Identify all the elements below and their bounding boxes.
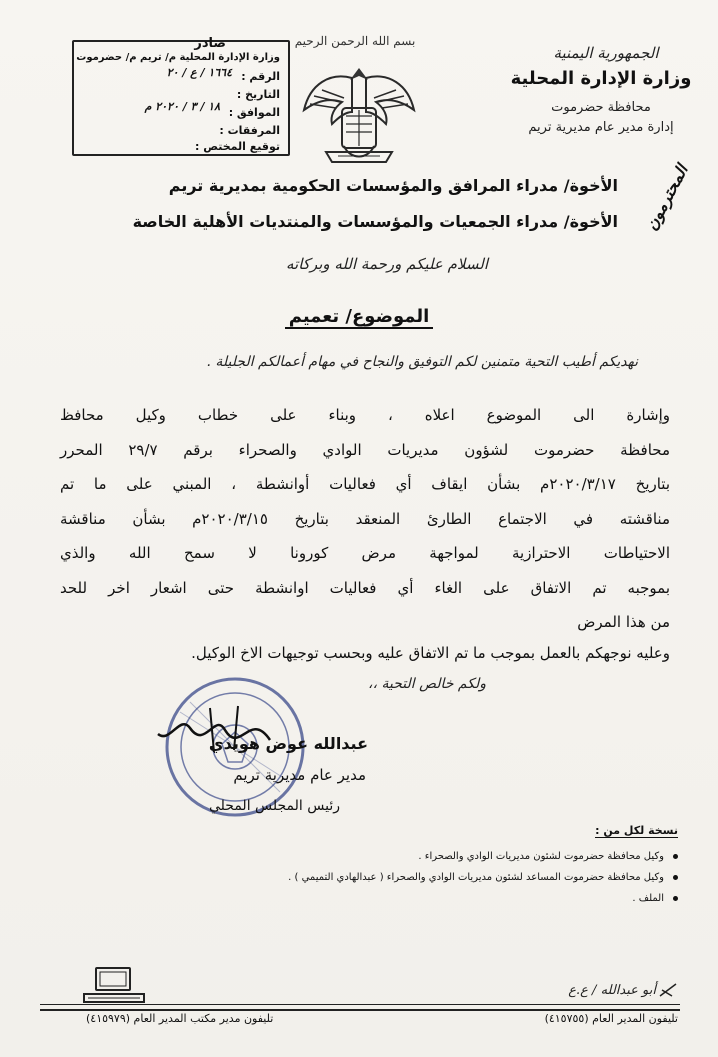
signatory-council: رئيس المجلس المحلي [209, 798, 340, 814]
gm-phone: تليفون المدير العام (٤١٥٧٥٥) [544, 1012, 678, 1025]
regards-line: ولكم خالص التحية ،، [368, 676, 486, 692]
intro-line: نهديكم أطيب التحية متمنين لكم التوفيق والنجاح في مهام أعمالكم الجليلة . [206, 354, 638, 370]
body-line: وإشارة الى الموضوع اعلاه ، وبناء على خطاب وكيل محافظ [60, 406, 670, 424]
computer-icon [80, 966, 150, 1006]
signature-label: توقيع المختص : [195, 140, 280, 153]
hijri-value: ١٨ / ٣ / ٢٠٢٠ م [144, 100, 220, 113]
body-line: محافظة حضرموت لشؤون مديريات الوادي والصحراء برقم ٢٩/٧ المحرر [60, 440, 670, 459]
pen-mark-icon [658, 982, 678, 998]
body-line: الاحتياطات الاحترازية لمواجهة مرض كورونا لا سمح الله والذي [60, 544, 670, 562]
signatory-name: عبدالله عوض هويدي [208, 734, 368, 753]
ref-label: الرقم : [241, 70, 280, 83]
closing-line: وعليه نوجهكم بالعمل بموجب ما تم الاتفاق عليه وبحسب توجيهات الاخ الوكيل. [191, 644, 670, 662]
body-line: بتاريخ ٢٠٢٠/٣/١٧م بشأن ايقاف أي فعاليات أوانشطة ، المبني على ما تم [60, 475, 671, 493]
list-item: وكيل محافظة حضرموت لشئون مديريات الوادي والصحراء . [58, 846, 678, 867]
body-paragraph [60, 398, 670, 640]
date-label: التاريخ : [236, 88, 280, 101]
office-phone: تليفون مدير مكتب المدير العام (٤١٥٩٧٩) [86, 1012, 274, 1025]
copies-heading [595, 824, 678, 837]
signatory-title: مدير عام مديرية تريم [233, 766, 366, 784]
hijri-label: الموافق : [228, 106, 280, 119]
basmala: بسم الله الرحمن الرحيم [294, 34, 416, 48]
typist-initials: أبو عبدالله / ع.ع [568, 983, 656, 998]
copies-list [58, 846, 678, 909]
addressee-line-2: الأخوة/ مدراء الجمعيات والمؤسسات والمنتديات الأهلية الخاصة [132, 212, 618, 231]
list-item: الملف . [58, 888, 678, 909]
outgoing-ministry-line: وزارة الإدارة المحلية م/ تريم م/ حضرموت [76, 52, 280, 63]
addressee-line-1: الأخوة/ مدراء المرافق والمؤسسات الحكومية بمديرية تريم [168, 176, 618, 195]
footer-divider-thick [40, 1009, 680, 1011]
republic-title: الجمهورية اليمنية [553, 44, 659, 62]
respected-label: المحترمون [641, 161, 692, 234]
outgoing-title: صادر [194, 36, 226, 51]
outgoing-register-box [72, 36, 290, 156]
greeting: السلام عليكم ورحمة الله وبركاته [286, 255, 488, 273]
governorate-title: محافظة حضرموت [551, 100, 651, 115]
footer-divider [40, 1004, 680, 1005]
ministry-title: وزارة الإدارة المحلية [510, 68, 692, 89]
eagle-emblem-icon [300, 54, 418, 174]
copies-heading-text: نسخة لكل من : [595, 824, 678, 837]
attachments-label: المرفقات : [219, 124, 280, 137]
body-line: بموجبه تم الاتفاق على الغاء أي فعاليات اوانشطة حتى اشعار اخر للحد [60, 578, 670, 597]
body-line: مناقشته في الاجتماع الطارئ المنعقد بتاريخ ٢٠٢٠/٣/١٥م بشأن مناقشة [60, 509, 670, 528]
ref-value: ١٦٦٤ / ع / ٢٠ [166, 66, 232, 79]
list-item: وكيل محافظة حضرموت المساعد لشئون مديريات الوادي والصحراء ( عبدالهادي التميمي ) . [58, 867, 678, 888]
subject-heading [0, 306, 718, 327]
directorate-title: إدارة مدير عام مديرية تريم [528, 120, 674, 135]
body-line: من هذا المرض [577, 613, 670, 631]
subject-text: الموضوع/ تعميم [285, 306, 434, 329]
